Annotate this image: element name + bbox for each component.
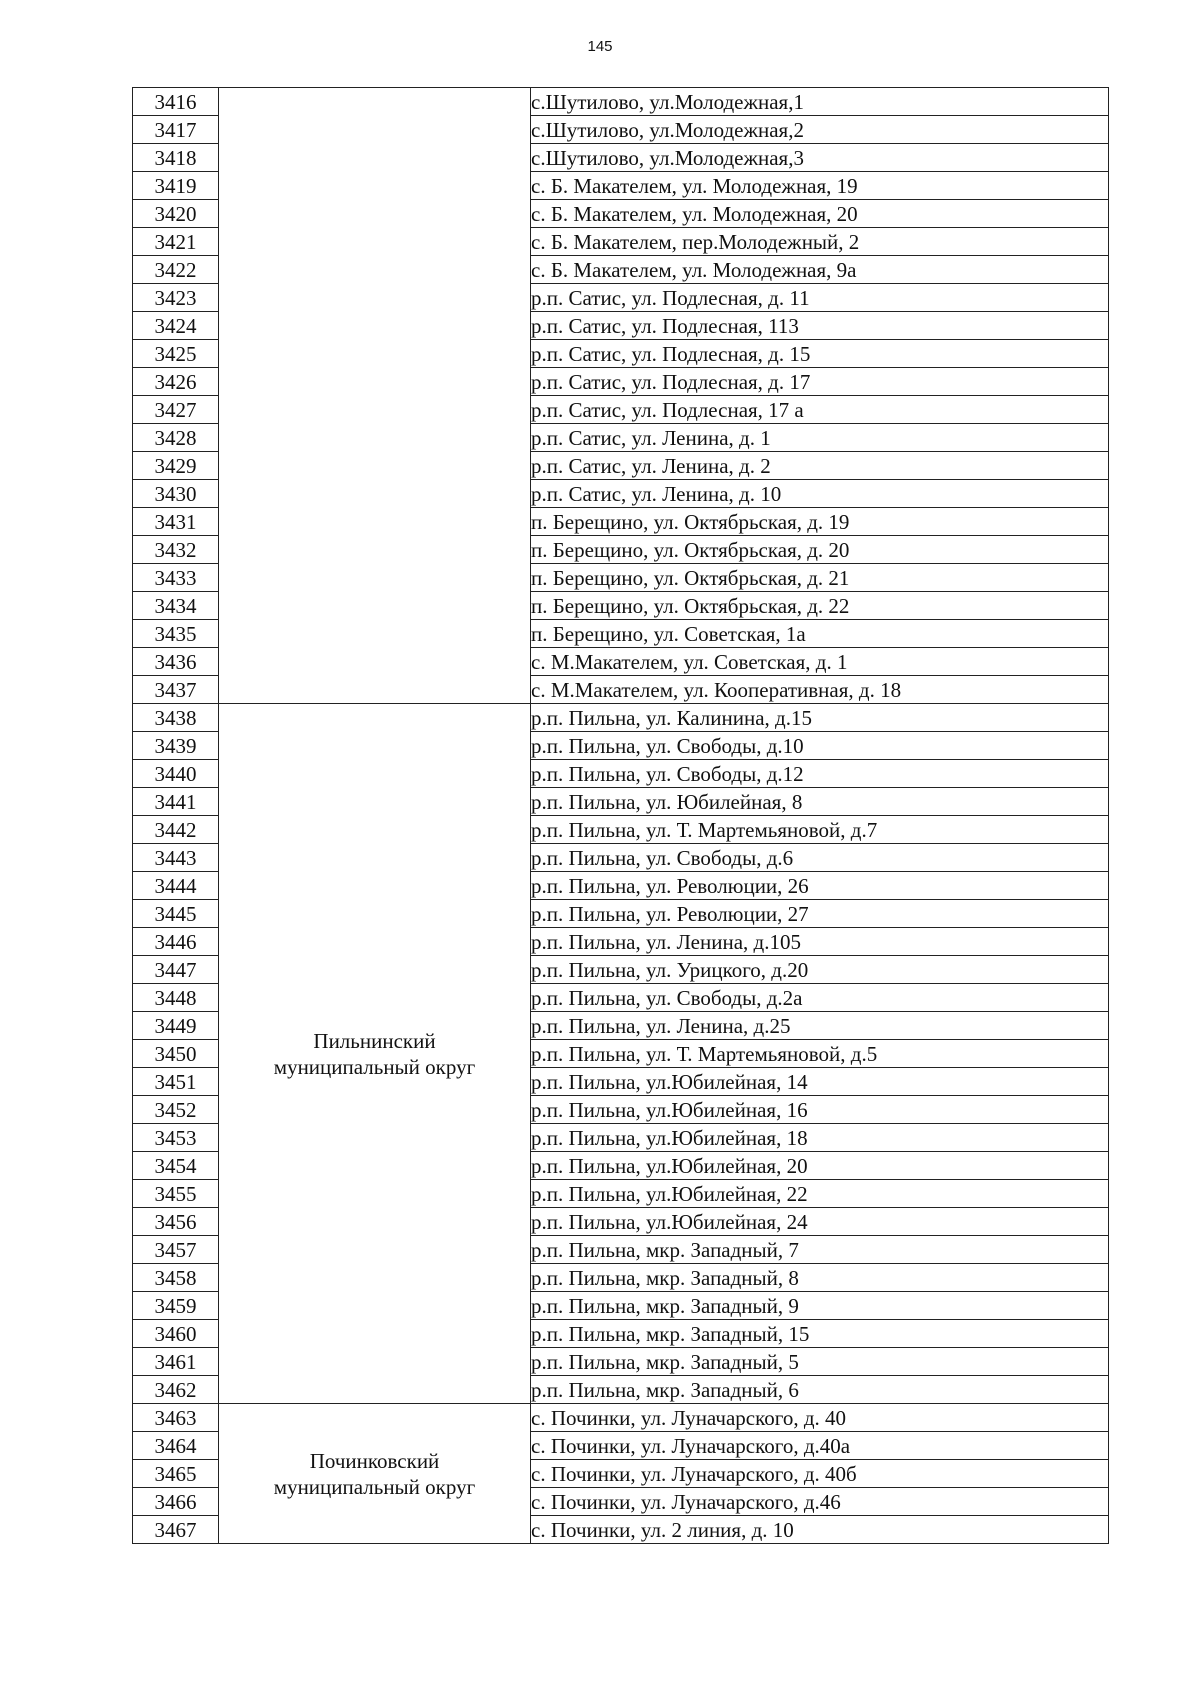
row-number: 3416 — [133, 88, 219, 116]
address-cell: с. Б. Макателем, ул. Молодежная, 20 — [531, 200, 1109, 228]
row-number: 3425 — [133, 340, 219, 368]
address-cell: с. Починки, ул. 2 линия, д. 10 — [531, 1516, 1109, 1544]
address-cell: с.Шутилово, ул.Молодежная,2 — [531, 116, 1109, 144]
address-cell: с. Б. Макателем, ул. Молодежная, 9а — [531, 256, 1109, 284]
address-cell: р.п. Пильна, мкр. Западный, 8 — [531, 1264, 1109, 1292]
address-cell: с. Б. Макателем, ул. Молодежная, 19 — [531, 172, 1109, 200]
row-number: 3422 — [133, 256, 219, 284]
address-cell: р.п. Пильна, ул. Свободы, д.10 — [531, 732, 1109, 760]
row-number: 3449 — [133, 1012, 219, 1040]
row-number: 3467 — [133, 1516, 219, 1544]
address-cell: р.п. Пильна, мкр. Западный, 6 — [531, 1376, 1109, 1404]
address-cell: п. Берещино, ул. Октябрьская, д. 22 — [531, 592, 1109, 620]
address-cell: р.п. Пильна, ул. Свободы, д.2а — [531, 984, 1109, 1012]
row-number: 3428 — [133, 424, 219, 452]
row-number: 3430 — [133, 480, 219, 508]
row-number: 3420 — [133, 200, 219, 228]
address-cell: р.п. Пильна, ул. Урицкого, д.20 — [531, 956, 1109, 984]
row-number: 3421 — [133, 228, 219, 256]
address-cell: р.п. Пильна, ул. Т. Мартемьяновой, д.5 — [531, 1040, 1109, 1068]
address-cell: р.п. Пильна, ул. Свободы, д.6 — [531, 844, 1109, 872]
row-number: 3437 — [133, 676, 219, 704]
row-number: 3457 — [133, 1236, 219, 1264]
address-cell: р.п. Сатис, ул. Подлесная, 113 — [531, 312, 1109, 340]
row-number: 3440 — [133, 760, 219, 788]
row-number: 3459 — [133, 1292, 219, 1320]
row-number: 3419 — [133, 172, 219, 200]
row-number: 3465 — [133, 1460, 219, 1488]
address-cell: р.п. Пильна, мкр. Западный, 9 — [531, 1292, 1109, 1320]
row-number: 3450 — [133, 1040, 219, 1068]
row-number: 3431 — [133, 508, 219, 536]
row-number: 3432 — [133, 536, 219, 564]
row-number: 3454 — [133, 1152, 219, 1180]
row-number: 3439 — [133, 732, 219, 760]
address-cell: с. М.Макателем, ул. Кооперативная, д. 18 — [531, 676, 1109, 704]
address-cell: с. М.Макателем, ул. Советская, д. 1 — [531, 648, 1109, 676]
district-cell — [219, 1404, 531, 1544]
row-number: 3433 — [133, 564, 219, 592]
address-cell: р.п. Сатис, ул. Подлесная, д. 15 — [531, 340, 1109, 368]
row-number: 3424 — [133, 312, 219, 340]
row-number: 3453 — [133, 1124, 219, 1152]
row-number: 3427 — [133, 396, 219, 424]
address-cell: с. Б. Макателем, пер.Молодежный, 2 — [531, 228, 1109, 256]
row-number: 3442 — [133, 816, 219, 844]
address-cell: р.п. Пильна, мкр. Западный, 15 — [531, 1320, 1109, 1348]
address-cell: с. Починки, ул. Луначарского, д.46 — [531, 1488, 1109, 1516]
address-cell: с. Починки, ул. Луначарского, д. 40 — [531, 1404, 1109, 1432]
address-cell: р.п. Пильна, мкр. Западный, 7 — [531, 1236, 1109, 1264]
address-cell: р.п. Пильна, ул.Юбилейная, 20 — [531, 1152, 1109, 1180]
address-cell: р.п. Сатис, ул. Ленина, д. 10 — [531, 480, 1109, 508]
row-number: 3452 — [133, 1096, 219, 1124]
address-cell: с.Шутилово, ул.Молодежная,3 — [531, 144, 1109, 172]
row-number: 3446 — [133, 928, 219, 956]
address-cell: п. Берещино, ул. Октябрьская, д. 19 — [531, 508, 1109, 536]
address-cell: р.п. Пильна, ул.Юбилейная, 18 — [531, 1124, 1109, 1152]
district-name-line: Пильнинский — [313, 1028, 436, 1053]
address-cell: п. Берещино, ул. Октябрьская, д. 21 — [531, 564, 1109, 592]
address-cell: п. Берещино, ул. Октябрьская, д. 20 — [531, 536, 1109, 564]
row-number: 3456 — [133, 1208, 219, 1236]
row-number: 3436 — [133, 648, 219, 676]
row-number: 3455 — [133, 1180, 219, 1208]
table-row — [133, 704, 1109, 732]
row-number: 3448 — [133, 984, 219, 1012]
row-number: 3441 — [133, 788, 219, 816]
row-number: 3417 — [133, 116, 219, 144]
row-number: 3423 — [133, 284, 219, 312]
district-cell — [219, 88, 531, 704]
address-cell: р.п. Сатис, ул. Подлесная, 17 а — [531, 396, 1109, 424]
row-number: 3464 — [133, 1432, 219, 1460]
row-number: 3451 — [133, 1068, 219, 1096]
address-cell: р.п. Пильна, ул. Революции, 26 — [531, 872, 1109, 900]
address-cell: р.п. Пильна, мкр. Западный, 5 — [531, 1348, 1109, 1376]
row-number: 3418 — [133, 144, 219, 172]
district-name-line: муниципальный округ — [273, 1474, 476, 1499]
row-number: 3447 — [133, 956, 219, 984]
address-cell: р.п. Пильна, ул. Т. Мартемьяновой, д.7 — [531, 816, 1109, 844]
address-table — [132, 87, 1109, 1544]
row-number: 3445 — [133, 900, 219, 928]
row-number: 3434 — [133, 592, 219, 620]
row-number: 3438 — [133, 704, 219, 732]
address-cell: с.Шутилово, ул.Молодежная,1 — [531, 88, 1109, 116]
address-cell: р.п. Пильна, ул.Юбилейная, 24 — [531, 1208, 1109, 1236]
table-row — [133, 1404, 1109, 1432]
table-row — [133, 88, 1109, 116]
row-number: 3460 — [133, 1320, 219, 1348]
district-name-line: Починковский — [309, 1448, 440, 1473]
row-number: 3444 — [133, 872, 219, 900]
page-number: 145 — [587, 38, 613, 55]
address-cell: р.п. Пильна, ул. Ленина, д.25 — [531, 1012, 1109, 1040]
row-number: 3443 — [133, 844, 219, 872]
address-cell: с. Починки, ул. Луначарского, д. 40б — [531, 1460, 1109, 1488]
address-cell: р.п. Пильна, ул.Юбилейная, 14 — [531, 1068, 1109, 1096]
row-number: 3458 — [133, 1264, 219, 1292]
row-number: 3463 — [133, 1404, 219, 1432]
address-cell: р.п. Сатис, ул. Подлесная, д. 17 — [531, 368, 1109, 396]
address-cell: р.п. Сатис, ул. Ленина, д. 2 — [531, 452, 1109, 480]
address-cell: с. Починки, ул. Луначарского, д.40а — [531, 1432, 1109, 1460]
row-number: 3429 — [133, 452, 219, 480]
address-cell: р.п. Пильна, ул. Ленина, д.105 — [531, 928, 1109, 956]
row-number: 3426 — [133, 368, 219, 396]
address-cell: р.п. Пильна, ул. Революции, 27 — [531, 900, 1109, 928]
address-cell: р.п. Пильна, ул. Свободы, д.12 — [531, 760, 1109, 788]
address-table-body — [133, 88, 1109, 1544]
district-cell — [219, 704, 531, 1404]
row-number: 3461 — [133, 1348, 219, 1376]
row-number: 3435 — [133, 620, 219, 648]
address-cell: р.п. Сатис, ул. Ленина, д. 1 — [531, 424, 1109, 452]
row-number: 3466 — [133, 1488, 219, 1516]
address-cell: п. Берещино, ул. Советская, 1а — [531, 620, 1109, 648]
row-number: 3462 — [133, 1376, 219, 1404]
address-cell: р.п. Пильна, ул. Юбилейная, 8 — [531, 788, 1109, 816]
address-cell: р.п. Пильна, ул.Юбилейная, 16 — [531, 1096, 1109, 1124]
address-cell: р.п. Пильна, ул. Калинина, д.15 — [531, 704, 1109, 732]
address-cell: р.п. Пильна, ул.Юбилейная, 22 — [531, 1180, 1109, 1208]
district-name-line: муниципальный округ — [273, 1054, 476, 1079]
address-cell: р.п. Сатис, ул. Подлесная, д. 11 — [531, 284, 1109, 312]
